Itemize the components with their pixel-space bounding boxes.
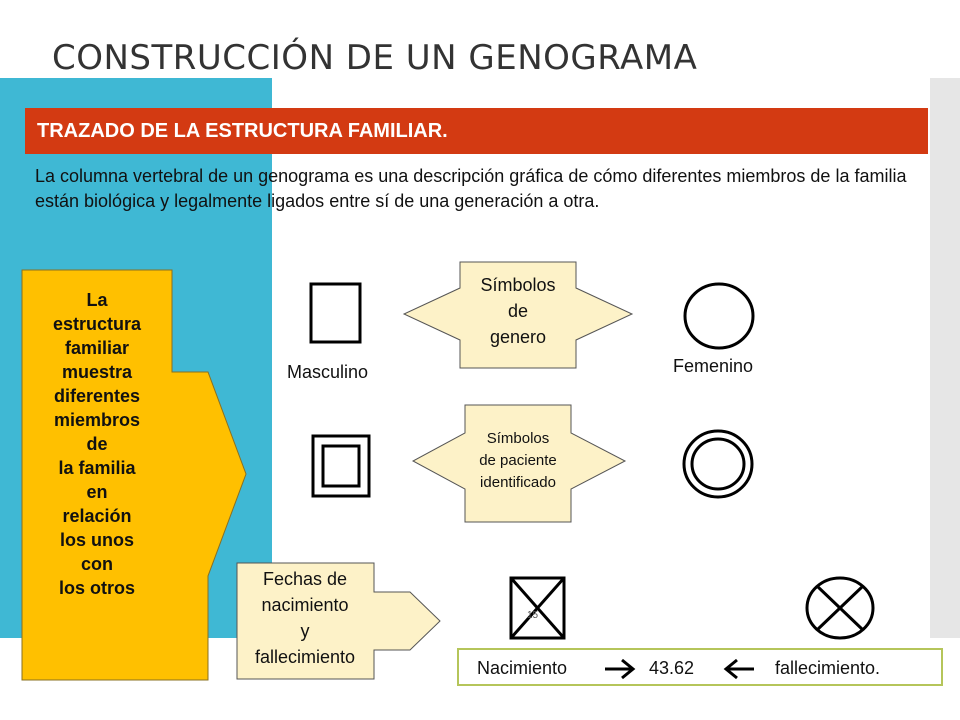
patient-female-outer-icon bbox=[684, 431, 752, 497]
intro-paragraph: La columna vertebral de un genograma es una descripción gráfica de cómo diferentes miembros de la familia están biológica y legalmente ligados entre sí de una generación a otra. bbox=[35, 166, 907, 211]
dates-legend-box bbox=[457, 648, 943, 686]
deceased-female-icon bbox=[807, 578, 873, 638]
male-square-icon bbox=[311, 284, 360, 342]
legend-death: fallecimiento. bbox=[775, 658, 881, 678]
arrow-right-icon bbox=[602, 656, 638, 682]
female-label: Femenino bbox=[673, 356, 754, 376]
arrow-left-icon bbox=[721, 656, 757, 682]
deceased-small-number: 15 bbox=[527, 610, 539, 621]
page-title: CONSTRUCCIÓN DE UN GENOGRAMA bbox=[52, 38, 698, 78]
patient-arrow-text: Símbolos de paciente identificado bbox=[479, 430, 557, 491]
legend-age: 43.62 bbox=[649, 658, 695, 678]
patient-male-inner-icon bbox=[323, 446, 359, 486]
section-heading: TRAZADO DE LA ESTRUCTURA FAMILIAR. bbox=[37, 120, 448, 142]
structure-arrow-text: La estructura familiar muestra diferentes miembros de la familia en relación los unos con los otros bbox=[52, 290, 142, 598]
gender-arrow-text: Símbolos de genero bbox=[480, 275, 556, 347]
dates-arrow-text: Fechas de nacimiento y fallecimiento bbox=[254, 569, 356, 667]
deceased-male-icon bbox=[511, 578, 564, 638]
legend-birth: Nacimiento bbox=[477, 658, 568, 678]
female-circle-icon bbox=[685, 284, 753, 348]
male-label: Masculino bbox=[287, 362, 369, 382]
patient-female-inner-icon bbox=[692, 439, 744, 489]
